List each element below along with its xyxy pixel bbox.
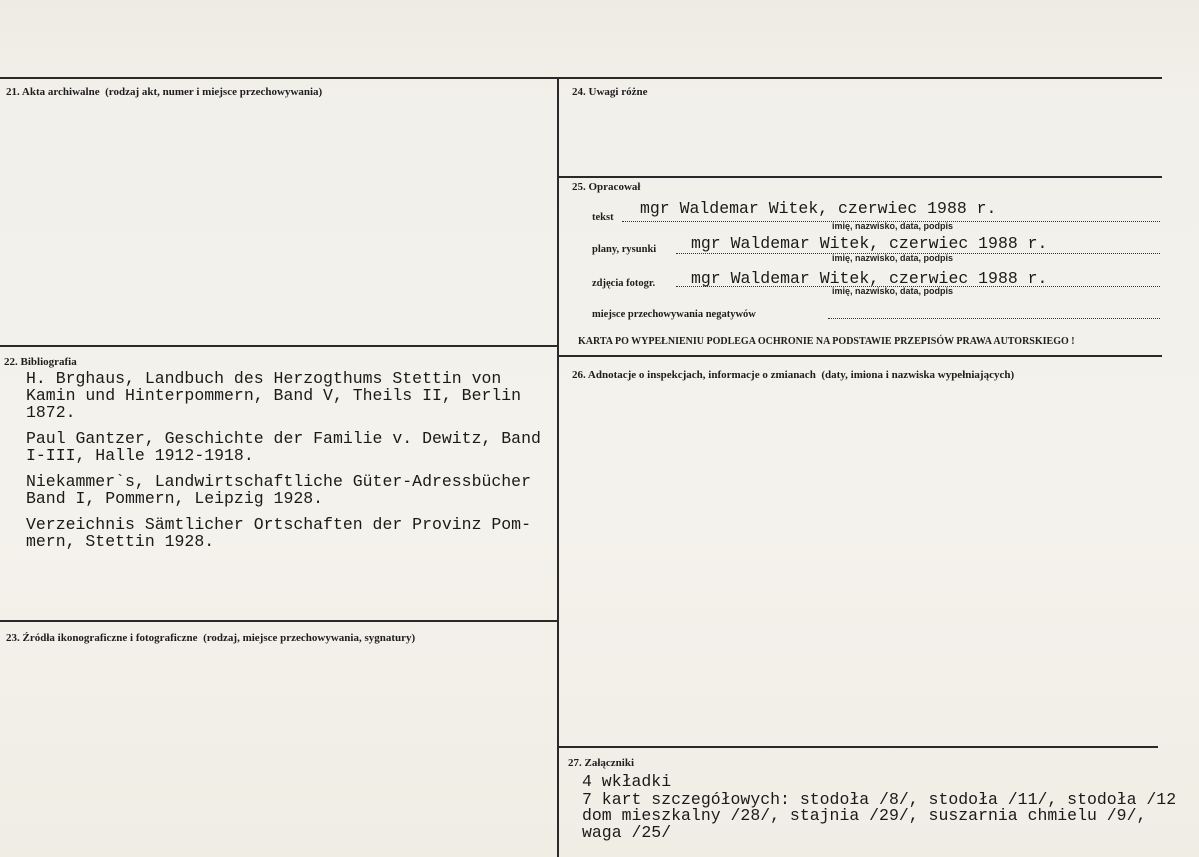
section-26-label: 26. Adnotacje o inspekcjach, informacje o zmianach (daty, imiona i nazwiska wypełniających) (572, 369, 1015, 381)
section-21-sub: (rodzaj akt, numer i miejsce przechowywania) (105, 86, 323, 98)
copyright-notice: KARTA PO WYPEŁNIENIU PODLEGA OCHRONIE NA PODSTAWIE PRZEPISÓW PRAWA AUTORSKIEGO ! (578, 336, 1075, 347)
attachment-line: 4 wkładki (582, 772, 672, 791)
row-zdjecia-label: zdjęcia fotogr. (592, 278, 656, 289)
row-tekst-value: mgr Waldemar Witek, czerwiec 1988 r. (640, 199, 997, 218)
rule-23 (0, 620, 558, 622)
row-plany-label: plany, rysunki (592, 244, 657, 255)
bibliography-line: Band I, Pommern, Leipzig 1928. (26, 489, 324, 508)
row-plany-caption: imię, nazwisko, data, podpis (832, 253, 954, 263)
section-27-label: 27. Załączniki (568, 757, 635, 769)
rule-22 (0, 345, 558, 347)
bibliography-line: I-III, Halle 1912-1918. (26, 446, 254, 465)
section-23-label: 23. Źródła ikonograficzne i fotograficzne (rodzaj, miejsce przechowywania, sygnatury) (6, 632, 416, 644)
row-zdjecia-value: mgr Waldemar Witek, czerwiec 1988 r. (691, 269, 1048, 288)
bibliography-line: Niekammer`s, Landwirtschaftliche Güter-Adressbücher (26, 472, 531, 491)
bibliography-line: H. Brghaus, Landbuch des Herzogthums Stettin von (26, 369, 502, 388)
section-26-sub: (daty, imiona i nazwiska wypełniających) (821, 369, 1015, 381)
section-21-label: 21. Akta archiwalne (rodzaj akt, numer i miejsce przechowywania) (6, 86, 323, 98)
attachment-line: waga /25/ (582, 823, 672, 842)
top-rule (0, 77, 1162, 79)
section-24-label: 24. Uwagi różne (572, 86, 648, 98)
row-tekst-caption: imię, nazwisko, data, podpis (832, 221, 954, 231)
attachment-line: 7 kart szczegółowych: stodoła /8/, stodoła /11/, stodoła /12 (582, 791, 1177, 808)
rule-27 (558, 746, 1158, 748)
row-tekst-label: tekst (592, 212, 614, 223)
section-22-label: 22. Bibliografia (4, 356, 77, 368)
bibliography-line: mern, Stettin 1928. (26, 532, 215, 551)
row-zdjecia-caption: imię, nazwisko, data, podpis (832, 286, 954, 296)
bibliography-line: Verzeichnis Sämtlicher Ortschaften der Provinz Pom- (26, 515, 531, 534)
rule-26 (558, 355, 1162, 357)
negatives-label: miejsce przechowywania negatywów (592, 309, 756, 320)
row-plany-value: mgr Waldemar Witek, czerwiec 1988 r. (691, 234, 1048, 253)
bibliography-line: Paul Gantzer, Geschichte der Familie v. Dewitz, Band (26, 430, 541, 447)
rule-25 (558, 176, 1162, 178)
bibliography-line: Kamin und Hinterpommern, Band V, Theils II, Berlin (26, 386, 522, 405)
bibliography-line: 1872. (26, 403, 76, 422)
attachment-line: dom mieszkalny /28/, stajnia /29/, suszarnia chmielu /9/, (582, 806, 1147, 825)
section-23-sub: (rodzaj, miejsce przechowywania, sygnatury) (203, 632, 416, 644)
section-25-label: 25. Opracował (572, 181, 641, 193)
negatives-line (828, 318, 1160, 319)
center-divider (557, 77, 559, 857)
